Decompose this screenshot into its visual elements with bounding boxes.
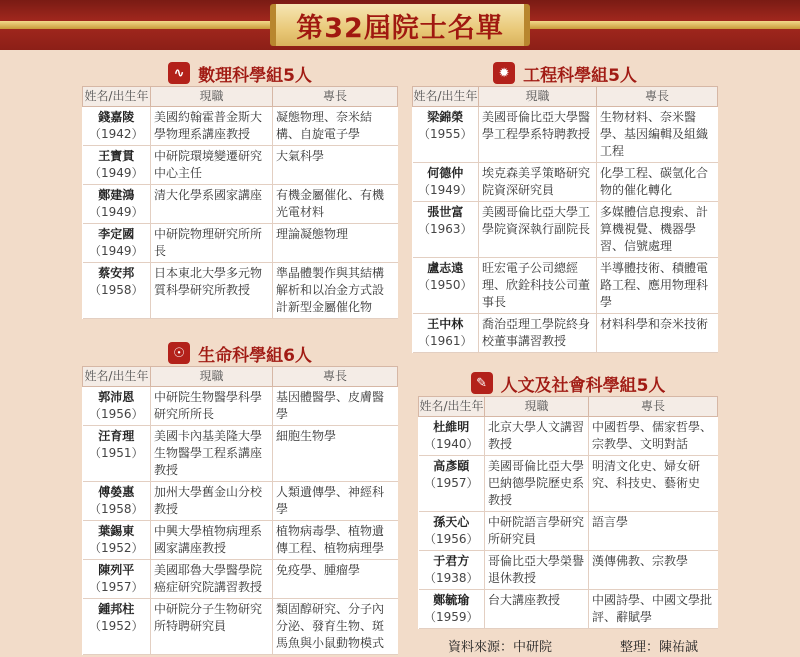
birth-year: （1949） (88, 166, 144, 180)
math-table (82, 86, 398, 319)
member-name: 傅嫈惠 (98, 485, 135, 499)
expertise: 準晶體製作與其結構解析和以冶金方式設計新型金屬催化物 (273, 263, 398, 319)
current-position: 美國卡內基美隆大學生物醫學工程系講座教授 (151, 426, 273, 482)
member-cell (83, 387, 151, 426)
expertise: 有機金屬催化、有機光電材料 (273, 185, 398, 224)
hum-table (418, 396, 718, 629)
current-position: 日本東北大學多元物質科學研究所教授 (151, 263, 273, 319)
table-row (83, 426, 398, 482)
table-row (83, 224, 398, 263)
member-cell (83, 224, 151, 263)
expertise: 基因體醫學、皮膚醫學 (273, 387, 398, 426)
current-position: 北京大學人文講習教授 (485, 417, 589, 456)
table-row (83, 263, 398, 319)
table-row (413, 258, 718, 314)
current-position: 埃克森美孚策略研究院資深研究員 (479, 163, 597, 202)
member-name: 張世富 (427, 205, 464, 219)
birth-year: （1951） (88, 446, 144, 460)
expertise: 凝態物理、奈米結構、自旋電子學 (273, 107, 398, 146)
birth-year: （1942） (88, 127, 144, 141)
expertise: 語言學 (589, 512, 718, 551)
current-position: 中研院語言學研究所研究員 (485, 512, 589, 551)
current-position: 加州大學舊金山分校教授 (151, 482, 273, 521)
current-position: 哥倫比亞大學榮譽退休教授 (485, 551, 589, 590)
expertise: 材料科學和奈米技術 (597, 314, 718, 353)
table-row (83, 599, 398, 655)
header-position: 現職 (151, 367, 273, 387)
member-cell (413, 202, 479, 258)
member-name: 郭沛恩 (98, 390, 135, 404)
member-name: 鍾邦柱 (98, 602, 135, 616)
member-cell (419, 512, 485, 551)
expertise: 化學工程、碳氫化合物的催化轉化 (597, 163, 718, 202)
birth-year: （1958） (88, 283, 144, 297)
current-position: 喬治亞理工學院終身校董事講習教授 (479, 314, 597, 353)
member-name: 于君方 (433, 554, 470, 568)
member-cell (413, 314, 479, 353)
member-cell (413, 163, 479, 202)
expertise: 漢傳佛教、宗教學 (589, 551, 718, 590)
table-row (83, 387, 398, 426)
section-math-title: 數理科學組5人 (198, 65, 312, 86)
member-name: 盧志遠 (427, 261, 464, 275)
eng-table (412, 86, 718, 353)
current-position: 美國哥倫比亞大學巴納德學院歷史系教授 (485, 456, 589, 512)
birth-year: （1956） (88, 407, 144, 421)
member-cell (419, 551, 485, 590)
book-icon: ✎ (471, 372, 493, 394)
birth-year: （1961） (417, 334, 473, 348)
member-name: 汪育理 (98, 429, 135, 443)
expertise: 半導體技術、積體電路工程、應用物理科學 (597, 258, 718, 314)
birth-year: （1958） (88, 502, 144, 516)
gear-icon: ✹ (493, 62, 515, 84)
member-cell (413, 258, 479, 314)
expertise: 細胞生物學 (273, 426, 398, 482)
header-expertise: 專長 (273, 87, 398, 107)
expertise: 生物材料、奈米醫學、基因編輯及組織工程 (597, 107, 718, 163)
section-life (82, 340, 398, 655)
source-note: 資料來源：中研院 (448, 640, 553, 655)
current-position: 美國耶魯大學醫學院癌症研究院講習教授 (151, 560, 273, 599)
birth-year: （1955） (417, 127, 473, 141)
header-expertise: 專長 (597, 87, 718, 107)
current-position: 中研院物理研究所所長 (151, 224, 273, 263)
header-position: 現職 (479, 87, 597, 107)
expertise: 植物病毒學、植物遺傳工程、植物病理學 (273, 521, 398, 560)
expertise: 中國哲學、儒家哲學、宗教學、文明對話 (589, 417, 718, 456)
section-math-header (82, 60, 398, 86)
member-name: 鄭毓瑜 (433, 593, 470, 607)
table-row (83, 482, 398, 521)
section-math (82, 60, 398, 319)
member-name: 李定國 (98, 227, 135, 241)
table-row (419, 590, 718, 629)
current-position: 中研院生物醫學科學研究所所長 (151, 387, 273, 426)
section-hum-title: 人文及社會科學組5人 (500, 375, 666, 396)
member-cell (83, 263, 151, 319)
table-row (419, 551, 718, 590)
table-row (419, 456, 718, 512)
birth-year: （1949） (88, 205, 144, 219)
table-row (413, 314, 718, 353)
table-row (83, 185, 398, 224)
member-cell (419, 417, 485, 456)
table-row (419, 512, 718, 551)
birth-year: （1959） (423, 610, 479, 624)
member-cell (83, 146, 151, 185)
birth-year: （1949） (88, 244, 144, 258)
expertise: 大氣科學 (273, 146, 398, 185)
expertise: 中國詩學、中國文學批評、辭賦學 (589, 590, 718, 629)
birth-year: （1949） (417, 183, 473, 197)
table-row (83, 107, 398, 146)
title-banner (0, 0, 800, 50)
birth-year: （1956） (423, 532, 479, 546)
member-name: 王中林 (427, 317, 464, 331)
birth-year: （1952） (88, 619, 144, 633)
page-title: 第32屆院士名單 (270, 4, 530, 46)
section-hum (418, 370, 718, 629)
current-position: 美國哥倫比亞大學醫學工程學系特聘教授 (479, 107, 597, 163)
current-position: 台大講座教授 (485, 590, 589, 629)
section-eng-header (412, 60, 718, 86)
expertise: 理論凝態物理 (273, 224, 398, 263)
section-eng (412, 60, 718, 353)
member-name: 王寶貫 (98, 149, 135, 163)
table-row (413, 202, 718, 258)
current-position: 清大化學系國家講座 (151, 185, 273, 224)
header-position: 現職 (151, 87, 273, 107)
current-position: 中研院環境變遷研究中心主任 (151, 146, 273, 185)
member-name: 何德仲 (427, 166, 464, 180)
current-position: 旺宏電子公司總經理、欣銓科技公司董事長 (479, 258, 597, 314)
member-cell (83, 107, 151, 146)
current-position: 中研院分子生物研究所特聘研究員 (151, 599, 273, 655)
current-position: 美國約翰霍普金斯大學物理系講座教授 (151, 107, 273, 146)
table-row (83, 146, 398, 185)
member-cell (83, 426, 151, 482)
table-row (83, 560, 398, 599)
member-cell (83, 599, 151, 655)
table-row (83, 521, 398, 560)
header-name: 姓名/出生年 (419, 397, 485, 417)
member-name: 梁錦榮 (427, 110, 464, 124)
member-cell (419, 590, 485, 629)
expertise: 免疫學、腫瘤學 (273, 560, 398, 599)
expertise: 人類遺傳學、神經科學 (273, 482, 398, 521)
birth-year: （1950） (417, 278, 473, 292)
section-hum-header (418, 370, 718, 396)
microscope-icon: ☉ (168, 342, 190, 364)
header-name: 姓名/出生年 (83, 367, 151, 387)
birth-year: （1938） (423, 571, 479, 585)
table-row (413, 163, 718, 202)
birth-year: （1940） (423, 437, 479, 451)
member-name: 錢嘉陵 (98, 110, 135, 124)
current-position: 中興大學植物病理系國家講座教授 (151, 521, 273, 560)
member-cell (419, 456, 485, 512)
member-cell (413, 107, 479, 163)
section-life-header (82, 340, 398, 366)
member-cell (83, 185, 151, 224)
table-row (419, 417, 718, 456)
section-life-title: 生命科學組6人 (198, 345, 312, 366)
expertise: 多媒體信息搜索、計算機視覺、機器學習、信號處理 (597, 202, 718, 258)
member-cell (83, 482, 151, 521)
table-row (413, 107, 718, 163)
expertise: 明清文化史、婦女研究、科技史、藝術史 (589, 456, 718, 512)
member-cell (83, 521, 151, 560)
editor-note: 整理：陳祐誠 (620, 640, 699, 655)
member-cell (83, 560, 151, 599)
header-position: 現職 (485, 397, 589, 417)
section-eng-title: 工程科學組5人 (523, 65, 637, 86)
member-name: 葉錫東 (98, 524, 135, 538)
header-expertise: 專長 (589, 397, 718, 417)
member-name: 高彥頤 (433, 459, 470, 473)
member-name: 鄭建鴻 (98, 188, 135, 202)
atom-icon: ∿ (168, 62, 190, 84)
member-name: 杜維明 (433, 420, 470, 434)
header-name: 姓名/出生年 (83, 87, 151, 107)
member-name: 孫天心 (433, 515, 470, 529)
member-name: 陳列平 (98, 563, 135, 577)
birth-year: （1952） (88, 541, 144, 555)
current-position: 美國哥倫比亞大學工學院資深執行副院長 (479, 202, 597, 258)
header-name: 姓名/出生年 (413, 87, 479, 107)
member-name: 蔡安邦 (98, 266, 135, 280)
birth-year: （1957） (423, 476, 479, 490)
birth-year: （1957） (88, 580, 144, 594)
header-expertise: 專長 (273, 367, 398, 387)
birth-year: （1963） (417, 222, 473, 236)
life-table (82, 366, 398, 655)
expertise: 類固醇研究、分子內分泌、發育生物、斑馬魚與小鼠動物模式 (273, 599, 398, 655)
